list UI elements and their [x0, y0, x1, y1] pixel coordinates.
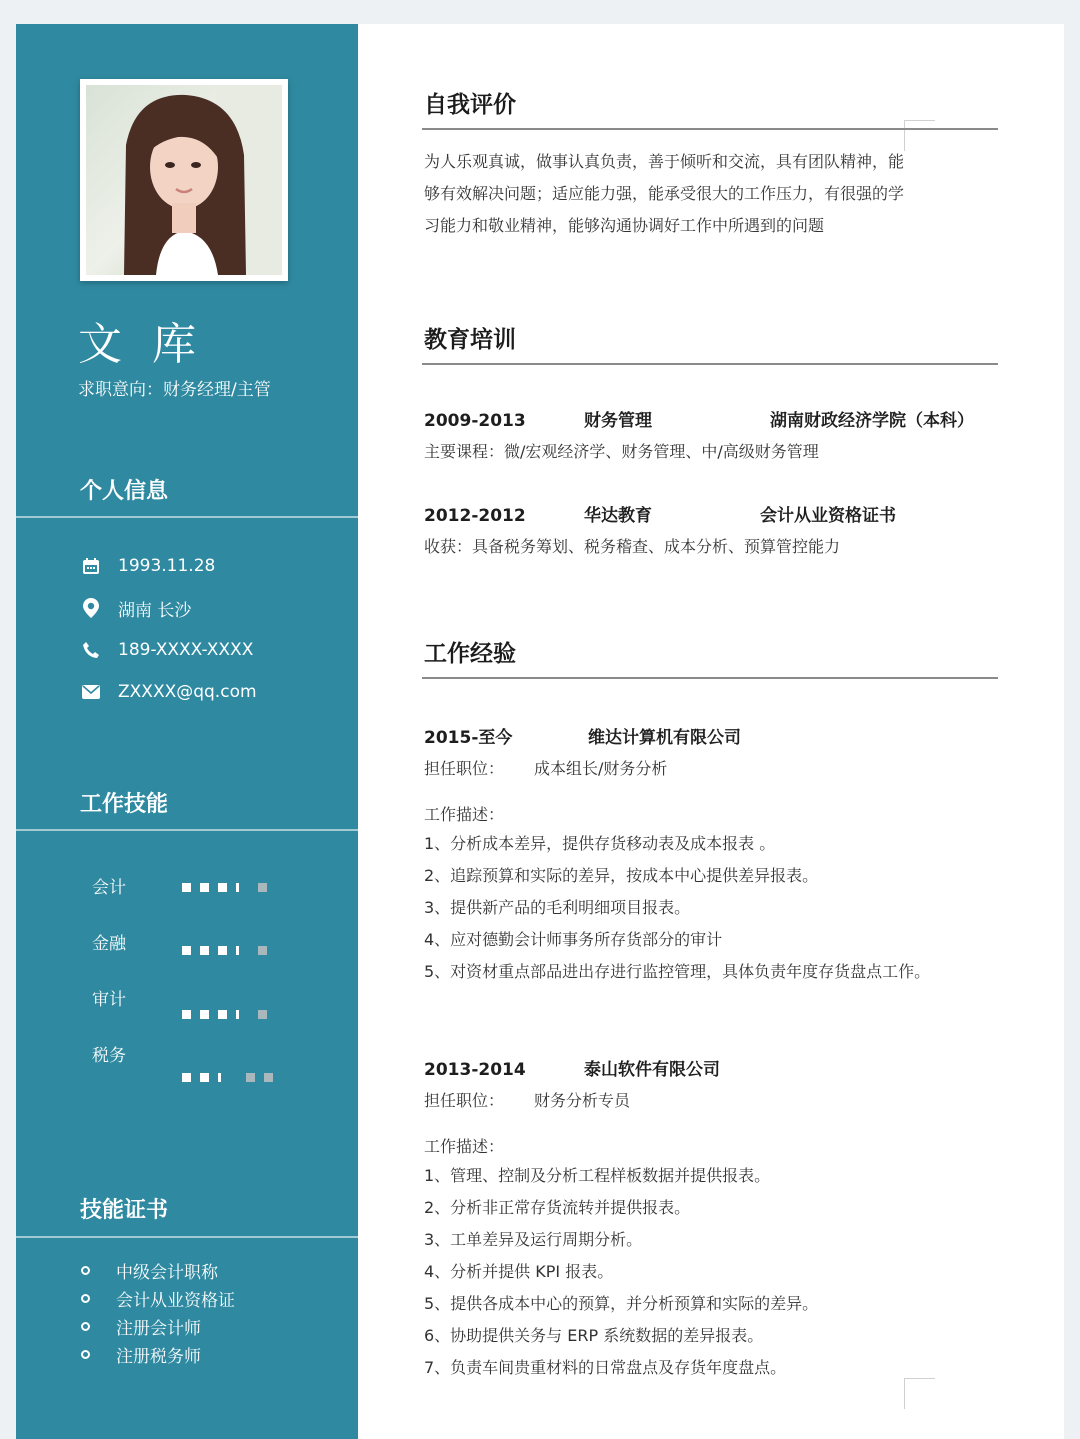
list-item: 中级会计职称	[80, 1256, 235, 1284]
skill-row	[92, 985, 292, 1015]
resume-page	[16, 24, 1064, 1439]
list-item: 4、应对德勤会计师事务所存货部分的审计	[424, 930, 723, 949]
job-intent: 求职意向：财务经理/主管	[78, 380, 271, 400]
list-item: 会计从业资格证	[80, 1284, 235, 1312]
divider	[16, 829, 358, 831]
education-entry-header: 2012-2012 华达教育 会计从业资格证书	[424, 506, 896, 526]
work-entry-position: 担任职位： 成本组长/财务分析	[424, 759, 668, 778]
work-desc-list	[424, 828, 994, 988]
personal-info-heading: 个人信息	[80, 479, 169, 504]
bullet-icon	[81, 1266, 90, 1275]
work-desc-label: 工作描述：	[424, 1137, 505, 1156]
work-entry-position: 担任职位： 财务分析专员	[424, 1091, 631, 1110]
list-item: 1、管理、控制及分析工程样板数据并提供报表。	[424, 1166, 771, 1185]
education-entry-header: 2009-2013 财务管理 湖南财政经济学院（本科）	[424, 411, 974, 431]
list-item: 5、对资材重点部品进出存进行监控管理，具体负责年度存货盘点工作。	[424, 962, 931, 981]
skill-name: 金融	[92, 934, 126, 954]
skill-name: 税务	[92, 1046, 126, 1066]
list-item: 注册会计师	[80, 1312, 235, 1340]
list-item: 5、提供各成本中心的预算，并分析预算和实际的差异。	[424, 1294, 819, 1313]
calendar-icon	[80, 555, 102, 577]
section-rule	[422, 363, 998, 365]
section-title-work: 工作经验	[424, 641, 516, 667]
skill-level-bar	[182, 946, 276, 955]
skill-row	[92, 873, 292, 903]
birthday-row	[80, 551, 215, 581]
work-desc-list	[424, 1160, 994, 1384]
skills-heading: 工作技能	[80, 792, 169, 817]
mail-icon	[80, 681, 102, 703]
location-pin-icon	[80, 597, 102, 619]
skill-name: 审计	[92, 990, 126, 1010]
education-entry-detail: 主要课程：微/宏观经济学、财务管理、中/高级财务管理	[424, 442, 819, 461]
candidate-name: 文 库	[78, 319, 204, 370]
email-row	[80, 677, 257, 707]
phone-row	[80, 635, 253, 665]
education-entry-detail: 收获：具备税务筹划、税务稽查、成本分析、预算管控能力	[424, 537, 841, 556]
location-text: 湖南 长沙	[118, 600, 192, 621]
list-item: 4、分析并提供 KPI 报表。	[424, 1262, 614, 1281]
divider	[16, 516, 358, 518]
bullet-icon	[81, 1350, 90, 1359]
sidebar	[16, 24, 358, 1439]
birthday-text: 1993.11.28	[118, 556, 216, 576]
portrait-image	[86, 85, 282, 275]
list-item: 2、分析非正常存货流转并提供报表。	[424, 1198, 691, 1217]
section-rule	[422, 128, 998, 130]
list-item: 7、负责车间贵重材料的日常盘点及存货年度盘点。	[424, 1358, 787, 1377]
email-text: ZXXXX@qq.com	[118, 682, 257, 702]
work-entry-header: 2013-2014 泰山软件有限公司	[424, 1060, 720, 1080]
bullet-icon	[81, 1294, 90, 1303]
work-entry-header: 2015-至今 维达计算机有限公司	[424, 728, 741, 748]
list-item: 3、工单差异及运行周期分析。	[424, 1230, 643, 1249]
skill-level-bar	[182, 1073, 282, 1082]
divider	[16, 1236, 358, 1238]
profile-photo	[80, 79, 288, 281]
skill-name: 会计	[92, 878, 126, 898]
section-rule	[422, 677, 998, 679]
list-item: 1、分析成本差异，提供存货移动表及成本报表 。	[424, 834, 776, 853]
list-item: 6、协助提供关务与 ERP 系统数据的差异报表。	[424, 1326, 764, 1345]
list-item: 2、追踪预算和实际的差异，按成本中心提供差异报表。	[424, 866, 819, 885]
phone-text: 189-XXXX-XXXX	[118, 640, 254, 660]
section-title-self-eval: 自我评价	[424, 92, 516, 118]
work-desc-label: 工作描述：	[424, 805, 505, 824]
list-item: 3、提供新产品的毛利明细项目报表。	[424, 898, 691, 917]
self-eval-text: 为人乐观真诚，做事认真负责，善于倾听和交流，具有团队精神，能 够有效解决问题；适应能力强，能承受很大的工作压力，有很强的学 习能力和敬业精神，能够沟通协调好工作中所遇到的问题	[424, 152, 905, 235]
section-title-education: 教育培训	[424, 327, 516, 353]
location-row	[80, 593, 191, 623]
crop-mark	[904, 1378, 935, 1409]
certificate-list	[80, 1256, 235, 1368]
skill-row	[92, 1041, 292, 1071]
certificates-heading: 技能证书	[80, 1198, 169, 1223]
phone-icon	[80, 639, 102, 661]
bullet-icon	[81, 1322, 90, 1331]
skill-level-bar	[182, 883, 276, 892]
skill-row	[92, 929, 292, 959]
list-item: 注册税务师	[80, 1340, 235, 1368]
skill-level-bar	[182, 1010, 276, 1019]
